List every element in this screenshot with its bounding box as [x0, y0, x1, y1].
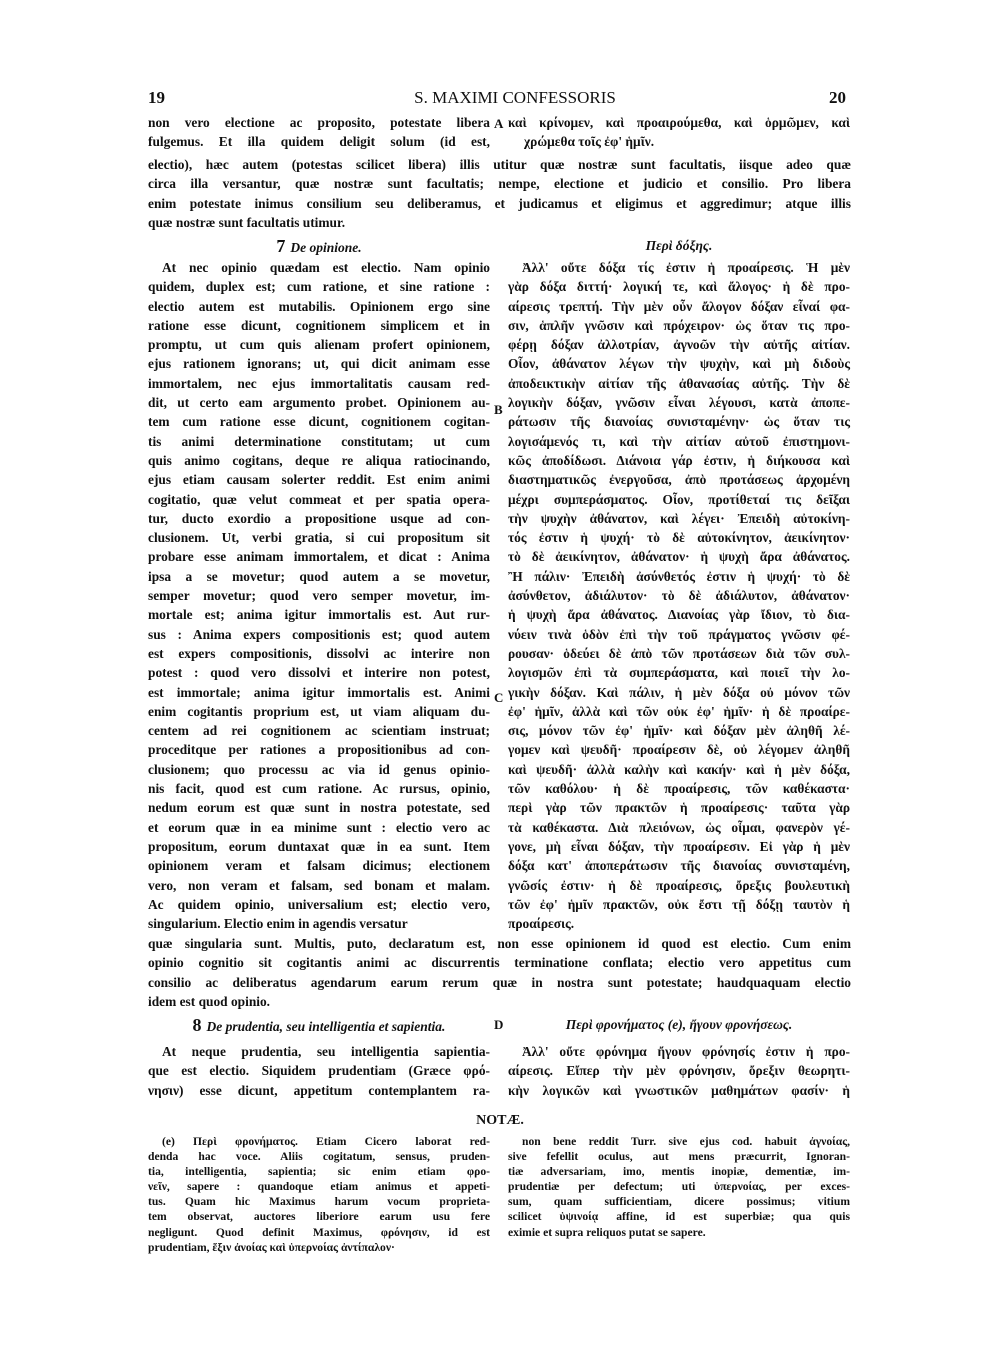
text-line: γικὴν δόξαν. Καὶ πάλιν, ἡ μὲν δόξα οὐ μόνον τῶν	[508, 684, 850, 700]
text-line: Ἀλλ' οὔτε δόξα τίς ἐστιν ἡ προαίρεσις. Ἡ μὲν	[522, 260, 850, 275]
text-line: τῶν ἐφ' ἡμῖν πρακτῶν, οὐκ ἔστι τῇ δόξῃ ταυτὸν ἡ	[508, 896, 850, 912]
text-line: non bene reddit Turr. sive ejus cod. habuit ἀγνοίας,	[522, 1135, 850, 1148]
page-number-left: 19	[148, 88, 165, 107]
text-line: enim cogitantis proprium est, ut viam aliquam du-	[148, 703, 490, 719]
section-number: 8	[192, 1015, 202, 1035]
text-line: tem observat, auctores liberiore earum usu fere	[148, 1210, 490, 1224]
margin-letter-d: D	[494, 1017, 504, 1032]
text-line: denda hac voce. Aliis cogitatum, sensus, pruden-	[148, 1150, 490, 1164]
text-line: γονε, μὴ εἶναι δόξαν, τὴν προαίρεσιν. Εἰ γὰρ ἡ μὲν	[508, 838, 850, 854]
text-line: probare esse animam immortalem, et dicat : Anima	[148, 549, 490, 565]
text-line: νησιν) esse dicunt, appetitum contemplantem ra-	[148, 1082, 490, 1098]
text-line: φέρῃ δόξαν ἀλλοτρίαν, ἀγνοῶν τὴν αὐτῆς αἰτίαν.	[508, 337, 850, 353]
text-line: quæ nostræ sunt facultatis utimur.	[148, 214, 346, 230]
text-line: ipsa a se movetur; quod autem a se movetur,	[148, 568, 490, 584]
text-line: sive fefellit oculus, aut mens præcurrit, Ignoran-	[508, 1150, 850, 1164]
margin-letter-b: B	[494, 402, 503, 417]
page-number-right: 20	[829, 88, 846, 107]
text-line: δόξα κατ' ἀποπεράτωσιν τῆς διανοίας συνισταμένη,	[508, 858, 850, 874]
text-line: tus. Quam hic Maximus harum vocum proprieta-	[148, 1195, 490, 1209]
text-line: Ἀλλ' οὔτε φρόνημα ἤγουν φρόνησίς ἐστιν ἡ προ-	[522, 1044, 850, 1059]
text-line: fulgemus. Et illa quidem deligit solum (id est,	[148, 134, 490, 150]
section-8-latin-text	[148, 1042, 490, 1100]
text-line: μέχρι συμπεράσματος. Οἷον, προτίθεταί τις δεῖξαι	[508, 491, 850, 507]
text-line: vero, non veram et falsam, sed bonam et malam.	[148, 877, 490, 893]
text-line: περὶ γὰρ τῶν πρακτῶν ἡ προαίρεσις· ταῦτα γὰρ	[508, 800, 850, 816]
text-line: enim potestate inimus consilium seu deliberamus, et judicamus et eligimus et aggredimur; atque illis	[148, 195, 851, 211]
text-line: τὰ καθέκαστα. Διὰ πλειόνων, ὡς οἶμαι, φανερὸν γέ-	[508, 819, 850, 835]
text-line: Ἢ πάλιν· Ἐπειδὴ ἀσύνθετός ἐστιν ἡ ψυχή· τὸ δὲ	[508, 568, 850, 584]
text-line: dit, ut certo eam argumento probet. Opinionem au-	[148, 395, 490, 411]
heading-text: De prudentia, seu intelligentia et sapientia.	[206, 1019, 446, 1034]
text-line: circa illa versantur, quæ nostræ sunt facultatis; nempe, electione et judicio et consilio. Pro libera	[148, 176, 851, 192]
text-line: λογισάμενός τι, καὶ τὴν αἰτίαν αὐτοῦ ἐπιστημονι-	[508, 433, 850, 449]
heading-text: De opinione.	[290, 240, 362, 255]
text-line: καὶ κρίνομεν, καὶ προαιρούμεθα, καὶ ὁρμῶμεν, καὶ	[508, 115, 850, 130]
text-line: consilio ac deliberatus agendarum earum rerum quæ in nostra sunt potestate; haudquaquam electio	[148, 974, 851, 990]
text-line: immortalem, nec ejus immortalitatis causam red-	[148, 375, 490, 391]
text-line: διαστηματικῶς ἐνεργοῦσα, ἀπὸ προτάσεως ἀρχομένη	[508, 472, 850, 488]
section-7-conclusion	[148, 934, 851, 1011]
text-line: quæ singularia sunt. Multis, puto, declaratum est, non esse opinionem id quod est electio. Cum enim	[148, 936, 851, 951]
text-line: χρώμεθα τοῖς ἐφ' ἡμῖν.	[524, 134, 655, 150]
text-line: αίρεσις τρεπτή. Τὴν μὲν οὖν ἄλογον δόξαν εἶναί φα-	[508, 298, 850, 314]
text-line: κὴν λογικῶν καὶ γνωστικῶν μαθημάτων φασίν· ἡ	[508, 1082, 850, 1098]
text-line: ἡ ψυχὴ ἄρα ἀθάνατος. Διανοίας γὰρ ἴδιον, τὸ δια-	[508, 607, 850, 623]
text-line: clusionem; quo processu ac via id genus opinio-	[148, 761, 490, 777]
notes-title: NOTÆ.	[476, 1113, 524, 1128]
text-line: αίρεσις. Εἴπερ τὴν μὲν φρόνησιν, ὄρεξιν θεωρητι-	[508, 1063, 850, 1079]
section-8-greek-text	[508, 1042, 850, 1100]
text-line: tis animi determinatione constitutam; ut cum	[148, 433, 490, 449]
text-line: proceditque per rationes a propositionibus ad con-	[148, 742, 490, 758]
text-line: γνῶσίς ἐστιν· ἡ δὲ προαίρεσις, ὄρεξις βουλευτικὴ	[508, 877, 850, 893]
text-line: tiæ adversariam, imo, mentis inopiæ, dementiæ, im-	[508, 1165, 850, 1179]
text-line: opinio cognitio sit cogitantis animi ac discurrentis terminatione conflata; electio vero appetitus cum	[148, 955, 851, 971]
text-line: ἀποδεικτικὴν αἰτίαν τῆς ἀθανασίας αὐτῆς. Τὴν δὲ	[508, 375, 850, 391]
text-line: τός ἐστιν ἡ ψυχή· τὸ δὲ αὐτοκίνητον, ἀεικίνητον·	[508, 530, 850, 546]
text-line: prudentiam, ἕξιν ἀνοίας καὶ ὑπερνοίας ἀντίπαλον·	[148, 1240, 395, 1254]
text-line: non vero electione ac proposito, potestate libera	[148, 115, 490, 130]
text-line: ἀσύνθετον, ἀδιάλυτον· τὸ δὲ ἀδιάλυτον, ἀθάνατον·	[508, 588, 850, 604]
text-line: τὸ δὲ ἀεικίνητον, ἀθάνατον· ἡ ψυχὴ ἄρα ἀθάνατος.	[508, 549, 850, 565]
text-line: At nec opinio quædam est electio. Nam opinio	[162, 260, 490, 275]
text-line: σις, μόνον τῶν ἐφ' ἡμῖν· καὶ δόξαν μὲν ἀληθῆ λέ-	[508, 723, 850, 739]
text-line: καὶ ψευδῆ· ἀλλὰ καλὴν καὶ κακήν· καὶ ἡ μὲν δόξα,	[508, 761, 850, 777]
text-line: νεῖν, sapere : quandoque etiam animus et appeti-	[148, 1180, 490, 1194]
section-8-latin-heading	[148, 1015, 490, 1036]
text-line: promptu, ut cum quis alienam profert opinionem,	[148, 337, 490, 353]
section-7-latin-text	[148, 258, 490, 933]
text-line: nis facit, quod est cum ratione. Ac rursus, opinio,	[148, 781, 490, 797]
text-line: prudentiæ per defectum; uti ὑπερνοίας, per exces-	[508, 1180, 850, 1194]
text-line: At neque prudentia, seu intelligentia sapientia-	[162, 1044, 490, 1059]
margin-letter-c: C	[494, 690, 504, 705]
running-title: S. MAXIMI CONFESSORIS	[414, 88, 616, 107]
section-8-greek-heading: Περὶ φρονήματος (e), ἤγουν φρονήσεως.	[565, 1017, 793, 1032]
intro-full	[148, 155, 851, 232]
text-line: κῶς ἀποδίδωσι. Διάνοια γάρ ἐστιν, ἡ διήκουσα καὶ	[508, 452, 850, 468]
text-line: λογικὴν δόξαν, γνῶσιν εἶναι λέγουσι, κατὰ ἀποπε-	[508, 395, 850, 411]
text-line: προαίρεσις.	[508, 916, 575, 932]
intro-greek	[508, 113, 850, 152]
text-line: potest : quod vero dissolvi et interire non potest,	[148, 665, 490, 681]
text-line: ρουσαν· ὁδεύει δὲ ἀπὸ τῶν προτάσεων διὰ τῶν συλ-	[508, 645, 850, 661]
text-line: Ac quidem opinio, universalium est; electio vero,	[148, 896, 490, 912]
text-line: quidem, duplex est; cum ratione, et sine ratione :	[148, 279, 490, 295]
text-line: λογισμῶν ἐπὶ τὰ συμπεράσματα, καὶ ποιεῖ τὴν λο-	[508, 665, 850, 681]
text-line: electio), hæc autem (potestas scilicet libera) illis utitur quæ nostræ sunt facultatis, iisque adeo quæ	[148, 157, 851, 172]
margin-letter-a: A	[494, 116, 504, 131]
section-7-greek-heading: Περὶ δόξης.	[645, 238, 713, 253]
text-line: clusionem. Ut, verbi gratia, si cui propositum sit	[148, 530, 490, 546]
text-line: σιν, ἁπλῆν γνῶσιν καὶ πρόχειρον· ὡς ὅταν τις προ-	[508, 317, 850, 333]
text-line: (e) Περὶ φρονήματος. Etiam Cicero laborat red-	[162, 1135, 490, 1148]
text-line: ejus rationem ignorans; ut, qui dicit animam esse	[148, 356, 490, 372]
text-line: cogitatio, quæ velut commeat et per spatia opera-	[148, 491, 490, 507]
text-line: negligunt. Quod definit Maximus, φρόνησιν, id est	[148, 1225, 490, 1239]
intro-latin	[148, 113, 490, 152]
text-line: singularium. Electio enim in agendis versatur	[148, 916, 408, 932]
text-line: νύειν τινὰ ὁδὸν ἐπὶ τὴν τοῦ πράγματος γνῶσιν φέ-	[508, 626, 850, 642]
text-line: centem ad rei cognitionem ac scientiam instruat;	[148, 723, 490, 739]
text-line: opinionem veram et falsam dicimus; electionem	[148, 858, 490, 874]
text-line: sum, quam sufficientiam, dicere possimus; vitium	[508, 1195, 850, 1209]
text-line: sus : Anima expers compositionis est; quod autem	[148, 626, 490, 642]
text-line: semper movetur; quod vero semper movetur, im-	[148, 588, 490, 604]
text-line: γομεν καὶ ψευδῆ· προαίρεσιν δὲ, οὐ λέγομεν ἀληθῆ	[508, 742, 850, 758]
text-line: mortale est; anima igitur immortalis est. Aut rur-	[148, 607, 490, 623]
section-number: 7	[276, 236, 286, 256]
text-line: tur, ducto exordio a propositione usque ad con-	[148, 510, 490, 526]
section-7-latin-heading	[148, 236, 490, 257]
text-line: propositum, eorum duntaxat quæ in ea sunt. Item	[148, 838, 490, 854]
section-7-greek-text	[508, 258, 850, 933]
text-line: tem cum ratione esse dicunt, cognitionem cogitan-	[148, 414, 490, 430]
text-line: nedum eorum est quæ sunt in nostra potestate, sed	[148, 800, 490, 816]
text-line: quis animo cogitans, deque re aliqua ratiocinando,	[148, 452, 490, 468]
note-right	[508, 1134, 850, 1240]
text-line: γὰρ δόξα διττή· λογική τε, καὶ ἄλογος· ἡ δὲ προ-	[508, 279, 850, 295]
text-line: et eorum quæ in ea minime sunt : electio vero ac	[148, 819, 490, 835]
text-line: Οἷον, ἀθάνατον λέγων τὴν ψυχὴν, καὶ μὴ διδοὺς	[508, 356, 850, 372]
text-line: ratione esse dicunt, cognitionem simplicem et in	[148, 317, 490, 333]
text-line: que est electio. Siquidem prudentiam (Græce φρό-	[148, 1063, 490, 1079]
text-line: est immortale; anima igitur immortalis est. Animi	[148, 684, 490, 700]
text-line: tia, intelligentia, sapientia; sic enim etiam φρο-	[148, 1165, 490, 1179]
text-line: τὴν ψυχὴν ἀθάνατον, καὶ λέγει· Ἐπειδὴ αὐτοκίνη-	[508, 510, 850, 526]
note-left	[148, 1134, 490, 1255]
text-line: scilicet ὑψινοίᾳ affine, id est superbiæ; qua quis	[508, 1210, 850, 1224]
text-line: ἐφ' ἡμῖν, ἀλλὰ καὶ τῶν οὐκ ἐφ' ἡμῖν· ἡ δὲ προαίρε-	[508, 703, 850, 719]
text-line: eximie et supra reliquos putat se sapere.	[508, 1225, 706, 1239]
text-line: electio autem est mutabilis. Opinionem ergo sine	[148, 298, 490, 314]
text-line: τῶν καθόλου· ἡ δὲ προαίρεσις, τῶν καθέκαστα·	[508, 781, 850, 797]
text-line: ejus etiam causam solerter reddit. Est enim animi	[148, 472, 490, 488]
text-line: ράτωσιν τῆς διανοίας συνισταμένην· ὡς ὅταν τις	[508, 414, 850, 430]
text-line: est expers compositionis, dissolvi ac interire non	[148, 645, 490, 661]
text-line: idem est quod opinio.	[148, 993, 271, 1009]
